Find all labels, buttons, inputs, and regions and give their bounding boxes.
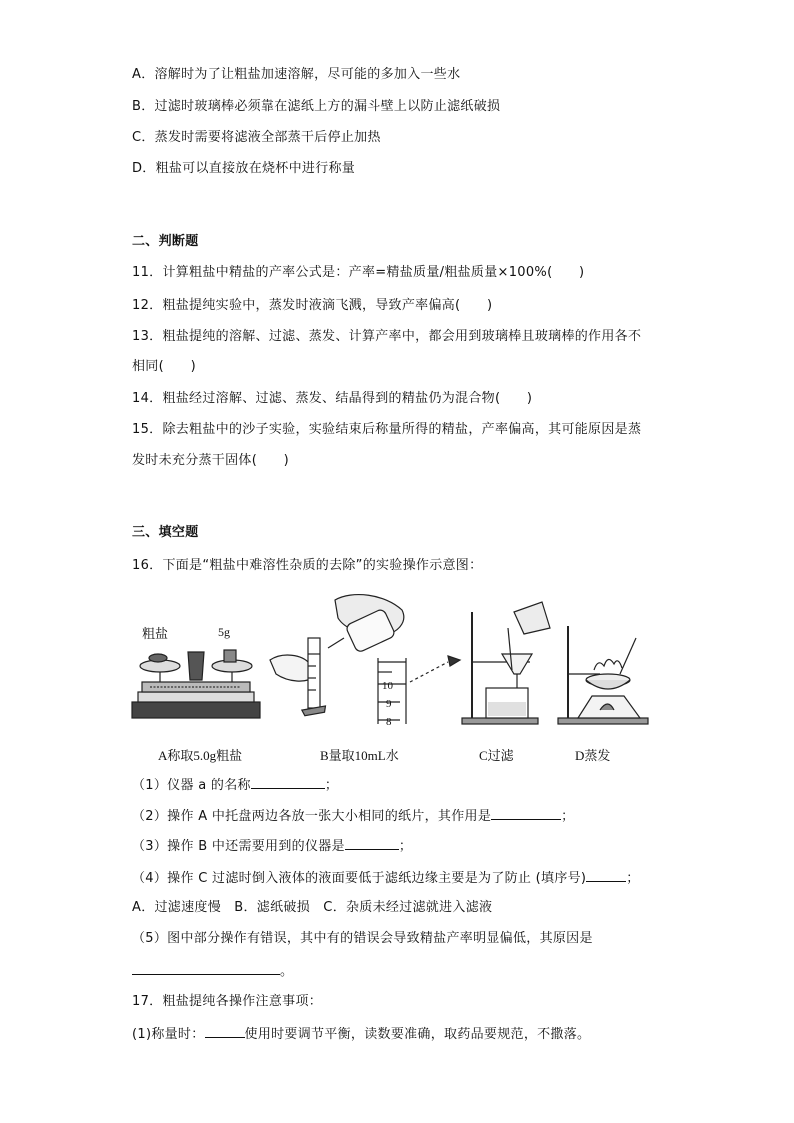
option-d: D．粗盐可以直接放在烧杯中进行称量 <box>132 161 356 176</box>
answer-blank-16-2[interactable] <box>491 806 561 820</box>
question-16-4 <box>132 868 640 888</box>
option-b: B．过滤时玻璃棒必须靠在滤纸上方的漏斗壁上以防止滤纸破损 <box>132 99 501 114</box>
caption-b: B量取10mL水 <box>320 748 399 763</box>
question-17-1-pre: (1)称量时： <box>132 1027 205 1042</box>
cyl-tick-9: 9 <box>386 698 392 710</box>
section-title-fill-in: 三、填空题 <box>132 525 199 540</box>
question-13-line1: 13．粗盐提纯的溶解、过滤、蒸发、计算产率中，都会用到玻璃棒且玻璃棒的作用各不 <box>132 329 642 344</box>
evaporation-illustration <box>558 626 648 724</box>
question-17-1 <box>132 1024 590 1044</box>
punct: ； <box>398 839 413 854</box>
filtration-illustration <box>462 602 550 724</box>
caption-a: A称取5.0g粗盐 <box>158 748 243 763</box>
answer-blank-16-4[interactable] <box>586 868 626 882</box>
question-16-3 <box>132 836 412 856</box>
question-16-4-text: （4）操作 C 过滤时倒入液体的液面要低于滤纸边缘主要是为了防止 (填序号) <box>132 871 587 886</box>
punct: ； <box>561 809 575 824</box>
question-16-5: （5）图中部分操作有错误，其中有的错误会导致精盐产率明显偏低，其原因是 <box>132 931 593 946</box>
label-5g: 5g <box>218 625 230 639</box>
question-16-5-answer <box>132 961 293 981</box>
section-title-judgement: 二、判断题 <box>132 234 199 249</box>
question-16-2-text: （2）操作 A 中托盘两边各放一张大小相同的纸片，其作用是 <box>132 809 492 824</box>
label-crude-salt: 粗盐 <box>142 626 169 641</box>
answer-blank-16-1[interactable] <box>251 775 325 789</box>
question-16-intro: 16．下面是“粗盐中难溶性杂质的去除”的实验操作示意图： <box>132 558 483 573</box>
option-a: A．溶解时为了让粗盐加速溶解，尽可能的多加入一些水 <box>132 67 461 82</box>
punct: ； <box>626 871 640 886</box>
question-13-line2: 相同( ) <box>132 359 196 374</box>
question-14: 14．粗盐经过溶解、过滤、蒸发、结晶得到的精盐仍为混合物( ) <box>132 391 533 406</box>
cyl-tick-10: 10 <box>382 680 393 692</box>
caption-d: D蒸发 <box>575 748 611 763</box>
question-16-4-options: A．过滤速度慢 B．滤纸破损 C．杂质未经过滤就进入滤液 <box>132 900 493 915</box>
question-17-1-post: 使用时要调节平衡，读数要准确，取药品要规范，不撒落。 <box>244 1027 591 1042</box>
punct: 。 <box>280 964 294 979</box>
cyl-tick-8: 8 <box>386 716 392 728</box>
caption-c: C过滤 <box>479 748 514 763</box>
question-16-3-text: （3）操作 B 中还需要用到的仪器是 <box>132 839 345 854</box>
question-15-line1: 15．除去粗盐中的沙子实验，实验结束后称量所得的精盐，产率偏高，其可能原因是蒸 <box>132 422 642 437</box>
answer-blank-16-5[interactable] <box>132 961 280 975</box>
punct: ； <box>324 778 339 793</box>
experiment-figure <box>130 592 670 732</box>
answer-blank-17-1[interactable] <box>205 1024 245 1038</box>
balance-illustration <box>132 625 260 718</box>
measuring-cylinder-illustration <box>270 595 460 728</box>
question-12: 12．粗盐提纯实验中，蒸发时液滴飞溅，导致产率偏高( ) <box>132 298 493 313</box>
question-16-1 <box>132 775 338 795</box>
question-15-line2: 发时未充分蒸干固体( ) <box>132 453 290 468</box>
question-16-2 <box>132 806 574 826</box>
question-17: 17．粗盐提纯各操作注意事项： <box>132 994 323 1009</box>
question-16-1-text: （1）仪器 a 的名称 <box>132 778 251 793</box>
answer-blank-16-3[interactable] <box>345 836 399 850</box>
option-c: C．蒸发时需要将滤液全部蒸干后停止加热 <box>132 130 381 145</box>
question-11: 11．计算粗盐中精盐的产率公式是：产率=精盐质量/粗盐质量×100%( ) <box>132 265 585 280</box>
